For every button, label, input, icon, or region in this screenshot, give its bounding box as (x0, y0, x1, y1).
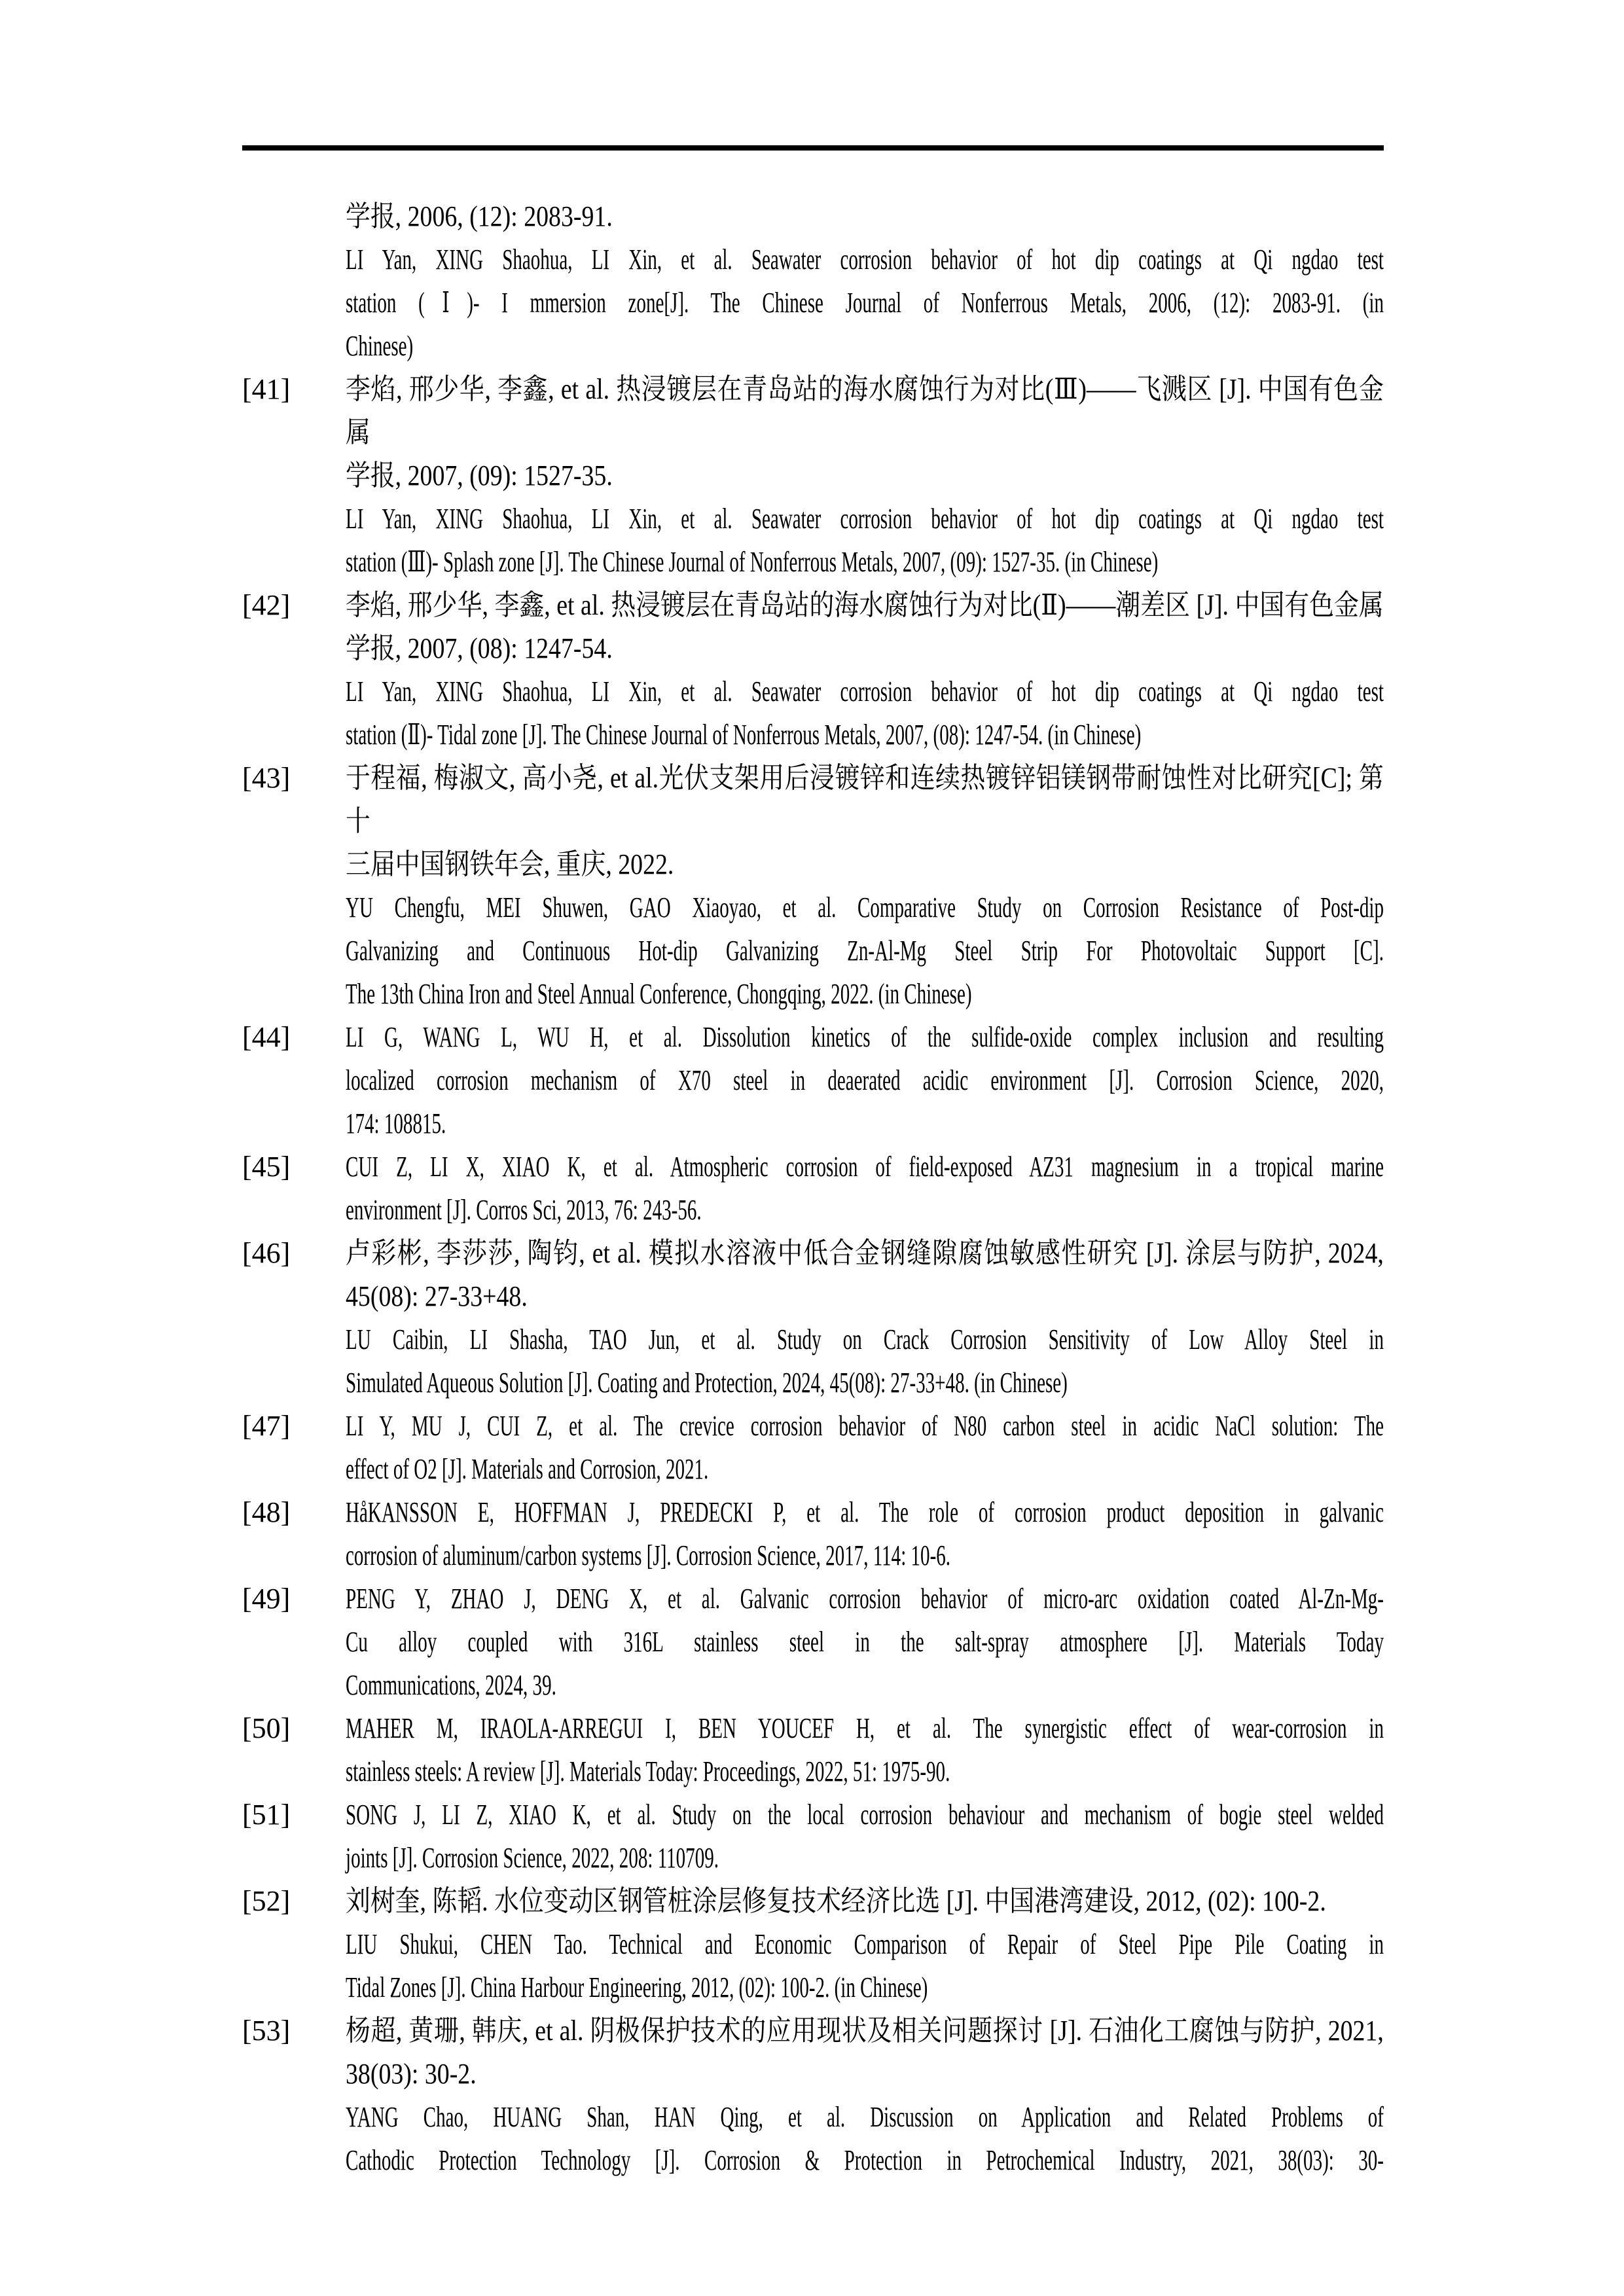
reference-body (346, 1016, 1384, 1145)
reference-body (346, 1577, 1384, 1707)
header-rule (242, 145, 1384, 151)
reference-line: MAHER M, IRAOLA-ARREGUI I, BEN YOUCEF H, et al. The synergistic effect of wear-corrosion in (346, 1712, 1384, 1744)
reference-number: [46] (242, 1237, 291, 1269)
reference-line: station (Ⅰ)- I mmersion zone[J]. The Chinese Journal of Nonferrous Metals, 2006, (12): 2083-91. (in (346, 287, 1384, 319)
reference-number: [41] (242, 373, 291, 405)
reference-line: Simulated Aqueous Solution [J]. Coating and Protection, 2024, 45(08): 27-33+48. (in Chinese) (346, 1367, 1068, 1399)
reference-number: [48] (242, 1496, 291, 1528)
reference-line: 学报, 2007, (08): 1247-54. (346, 632, 613, 664)
reference-body (346, 1405, 1384, 1491)
reference-body (346, 2009, 1384, 2182)
reference-line: 李焰, 邢少华, 李鑫, et al. 热浸镀层在青岛站的海水腐蚀行为对比(Ⅱ)——潮差区 [J]. 中国有色金属 (346, 589, 1384, 621)
reference-body (346, 1145, 1384, 1232)
reference-body (346, 368, 1384, 584)
reference-entry (242, 1016, 1384, 1145)
reference-line: LIU Shukui, CHEN Tao. Technical and Economic Comparison of Repair of Steel Pipe Pile Coating in (346, 1928, 1384, 1960)
reference-line: Communications, 2024, 39. (346, 1669, 556, 1701)
reference-entry (242, 1880, 1384, 2009)
reference-line: 李焰, 邢少华, 李鑫, et al. 热浸镀层在青岛站的海水腐蚀行为对比(Ⅲ)——飞溅区 [J]. 中国有色金属 (346, 373, 1384, 448)
reference-number: [42] (242, 589, 291, 621)
reference-line: corrosion of aluminum/carbon systems [J]. Corrosion Science, 2017, 114: 10-6. (346, 1539, 951, 1571)
reference-line: 38(03): 30-2. (346, 2058, 477, 2090)
reference-entry (242, 757, 1384, 1016)
reference-entry (242, 1577, 1384, 1707)
reference-entry (242, 2009, 1384, 2182)
reference-line: Galvanizing and Continuous Hot-dip Galvanizing Zn-Al-Mg Steel Strip For Photovoltaic Support [C]. (346, 935, 1384, 967)
reference-line: effect of O2 [J]. Materials and Corrosion, 2021. (346, 1453, 709, 1485)
reference-line: LU Caibin, LI Shasha, TAO Jun, et al. Study on Crack Corrosion Sensitivity of Low Alloy Steel in (346, 1323, 1384, 1355)
reference-line: LI Y, MU J, CUI Z, et al. The crevice corrosion behavior of N80 carbon steel in acidic NaCl solution: The (346, 1410, 1384, 1442)
reference-body (346, 1793, 1384, 1880)
reference-number: [51] (242, 1799, 291, 1831)
reference-line: The 13th China Iron and Steel Annual Conference, Chongqing, 2022. (in Chinese) (346, 978, 972, 1010)
reference-line: Chinese) (346, 330, 414, 362)
reference-entry (242, 1232, 1384, 1405)
reference-line: 174: 108815. (346, 1107, 446, 1139)
reference-entry (242, 1491, 1384, 1577)
reference-line: 三届中国钢铁年会, 重庆, 2022. (346, 848, 674, 880)
reference-number: [43] (242, 762, 291, 794)
reference-number: [52] (242, 1885, 291, 1917)
reference-number: [49] (242, 1583, 291, 1615)
reference-body (346, 195, 1384, 368)
reference-line: LI Yan, XING Shaohua, LI Xin, et al. Seawater corrosion behavior of hot dip coatings at Qi ngdao test (346, 503, 1384, 535)
reference-entry (242, 584, 1384, 757)
reference-line: 45(08): 27-33+48. (346, 1280, 528, 1312)
reference-line: LI Yan, XING Shaohua, LI Xin, et al. Seawater corrosion behavior of hot dip coatings at Qi ngdao test (346, 675, 1384, 708)
reference-line: LI Yan, XING Shaohua, LI Xin, et al. Seawater corrosion behavior of hot dip coatings at Qi ngdao test (346, 243, 1384, 276)
reference-line: PENG Y, ZHAO J, DENG X, et al. Galvanic corrosion behavior of micro-arc oxidation coated Al-Zn-Mg- (346, 1583, 1384, 1615)
reference-entry (242, 1145, 1384, 1232)
reference-line: station (Ⅲ)- Splash zone [J]. The Chinese Journal of Nonferrous Metals, 2007, (09): 1527-35. (in Chinese) (346, 546, 1159, 578)
reference-entry (242, 1793, 1384, 1880)
reference-line: 学报, 2006, (12): 2083-91. (346, 200, 613, 232)
reference-number: [47] (242, 1410, 291, 1442)
reference-line: 学报, 2007, (09): 1527-35. (346, 459, 613, 492)
references-list (242, 195, 1384, 2182)
reference-body (346, 757, 1384, 1016)
reference-number: [45] (242, 1151, 291, 1183)
reference-line: 于程福, 梅淑文, 高小尧, et al.光伏支架用后浸镀锌和连续热镀锌铝镁钢带耐蚀性对比研究[C]; 第十 (346, 762, 1384, 837)
reference-number: [53] (242, 2015, 291, 2047)
reference-line: joints [J]. Corrosion Science, 2022, 208: 110709. (346, 1842, 719, 1874)
reference-line: Cathodic Protection Technology [J]. Corrosion & Protection in Petrochemical Industry, 2021, 38(03): 30- (346, 2144, 1384, 2176)
reference-body (346, 1491, 1384, 1577)
reference-line: YANG Chao, HUANG Shan, HAN Qing, et al. Discussion on Application and Related Problems of (346, 2101, 1384, 2133)
reference-line: SONG J, LI Z, XIAO K, et al. Study on the local corrosion behaviour and mechanism of bogie steel welded (346, 1799, 1384, 1831)
reference-line: Cu alloy coupled with 316L stainless steel in the salt-spray atmosphere [J]. Materials Today (346, 1626, 1384, 1658)
reference-number: [44] (242, 1021, 291, 1053)
reference-line: 杨超, 黄珊, 韩庆, et al. 阴极保护技术的应用现状及相关问题探讨 [J]. 石油化工腐蚀与防护, 2021, (346, 2015, 1384, 2047)
reference-line: Tidal Zones [J]. China Harbour Engineering, 2012, (02): 100-2. (in Chinese) (346, 1971, 928, 2003)
reference-line: 卢彩彬, 李莎莎, 陶钧, et al. 模拟水溶液中低合金钢缝隙腐蚀敏感性研究 [J]. 涂层与防护, 2024, (346, 1237, 1384, 1269)
reference-entry (242, 195, 1384, 368)
reference-entry (242, 1405, 1384, 1491)
reference-line: station (Ⅱ)- Tidal zone [J]. The Chinese Journal of Nonferrous Metals, 2007, (08): 1247-54. (in Chinese) (346, 719, 1142, 751)
reference-body (346, 1707, 1384, 1793)
reference-number: [50] (242, 1712, 291, 1744)
reference-body (346, 1880, 1384, 2009)
reference-line: HåKANSSON E, HOFFMAN J, PREDECKI P, et al. The role of corrosion product deposition in galvanic (346, 1496, 1384, 1528)
reference-line: LI G, WANG L, WU H, et al. Dissolution kinetics of the sulfide-oxide complex inclusion and resulting (346, 1021, 1384, 1053)
reference-line: 刘树奎, 陈韬. 水位变动区钢管桩涂层修复技术经济比选 [J]. 中国港湾建设, 2012, (02): 100-2. (346, 1885, 1326, 1917)
reference-body (346, 1232, 1384, 1405)
reference-line: YU Chengfu, MEI Shuwen, GAO Xiaoyao, et al. Comparative Study on Corrosion Resistance of Post-dip (346, 891, 1384, 924)
reference-line: environment [J]. Corros Sci, 2013, 76: 243-56. (346, 1194, 702, 1226)
reference-entry (242, 1707, 1384, 1793)
reference-body (346, 584, 1384, 757)
reference-entry (242, 368, 1384, 584)
reference-line: stainless steels: A review [J]. Materials Today: Proceedings, 2022, 51: 1975-90. (346, 1755, 950, 1787)
reference-line: localized corrosion mechanism of X70 steel in deaerated acidic environment [J]. Corrosion Science, 2020, (346, 1064, 1384, 1096)
reference-line: CUI Z, LI X, XIAO K, et al. Atmospheric corrosion of field-exposed AZ31 magnesium in a tropical marine (346, 1151, 1384, 1183)
